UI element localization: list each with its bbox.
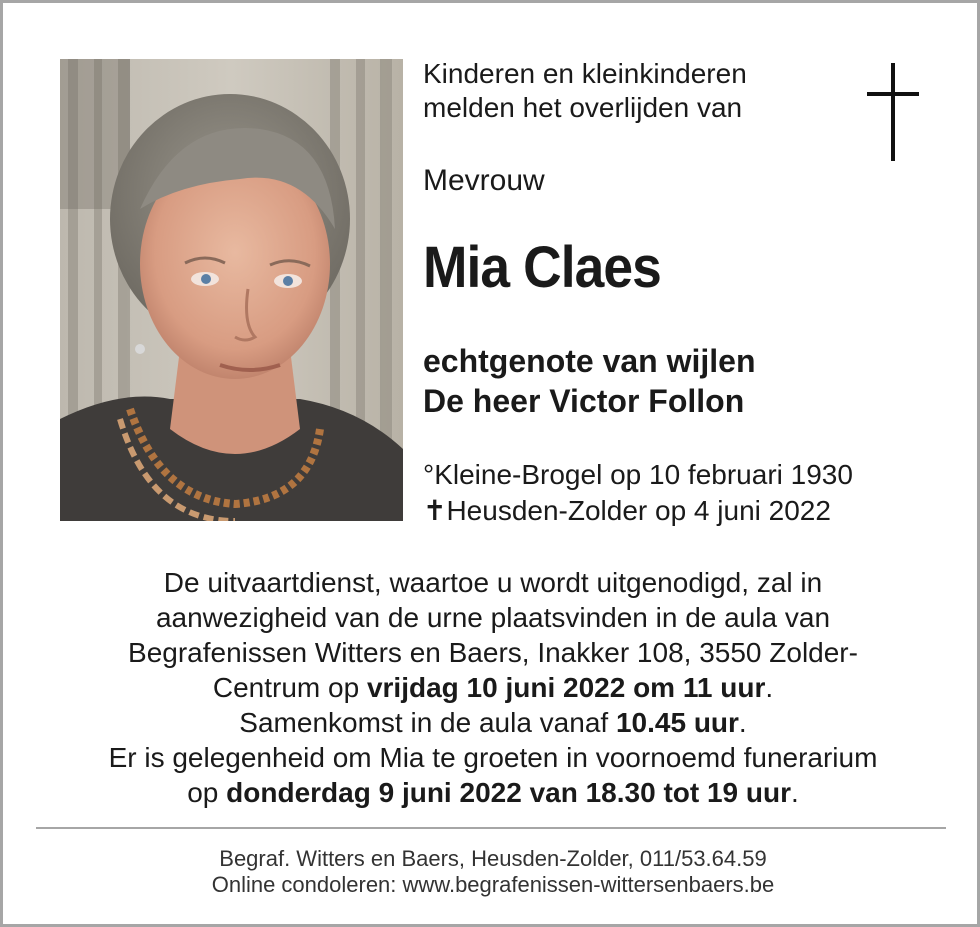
life-dates — [423, 457, 853, 529]
funeral-home-contact: Begraf. Witters en Baers, Heusden-Zolder, 011/53.64.59 — [219, 846, 767, 871]
service-text: . — [791, 777, 799, 808]
service-date-time: vrijdag 10 juni 2022 om 11 uur — [366, 672, 766, 703]
service-line: Begrafenissen Witters en Baers, Inakker 108, 3550 Zolder- — [128, 637, 858, 668]
online-condolences-link[interactable]: Online condoleren: www.begrafenissen-wittersenbaers.be — [211, 872, 775, 897]
service-text: Samenkomst in de aula vanaf — [239, 707, 616, 738]
divider — [36, 827, 946, 829]
service-line: De uitvaartdienst, waartoe u wordt uitgenodigd, zal in — [163, 567, 823, 598]
birth-date: °Kleine-Brogel op 10 februari 1930 — [423, 459, 853, 490]
spouse-line: De heer Victor Follon — [423, 383, 745, 419]
spouse-info — [423, 341, 756, 421]
salutation: Mevrouw — [423, 164, 545, 197]
service-details — [33, 565, 953, 810]
service-line — [33, 775, 953, 810]
spouse-line: echtgenote van wijlen — [423, 343, 756, 379]
cross-icon — [865, 63, 921, 163]
portrait-photo — [60, 59, 403, 521]
service-line — [33, 670, 953, 705]
service-text: . — [738, 707, 747, 738]
deceased-name: Mia Claes — [423, 235, 661, 300]
intro-line: Kinderen en kleinkinderen — [423, 58, 747, 89]
visitation-time: donderdag 9 juni 2022 van 18.30 tot 19 uur — [226, 777, 791, 808]
gathering-time: 10.45 uur — [615, 707, 739, 738]
service-text: op — [187, 777, 227, 808]
service-line: aanwezigheid van de urne plaatsvinden in de aula van — [155, 602, 831, 633]
death-date: ✝Heusden-Zolder op 4 juni 2022 — [423, 495, 831, 526]
intro-text — [423, 57, 747, 125]
service-line — [33, 705, 953, 740]
intro-line: melden het overlijden van — [423, 92, 743, 123]
footer — [33, 846, 953, 898]
service-text: Centrum op — [212, 672, 367, 703]
service-line: Er is gelegenheid om Mia te groeten in voornoemd funerarium — [108, 742, 878, 773]
service-text: . — [765, 672, 774, 703]
